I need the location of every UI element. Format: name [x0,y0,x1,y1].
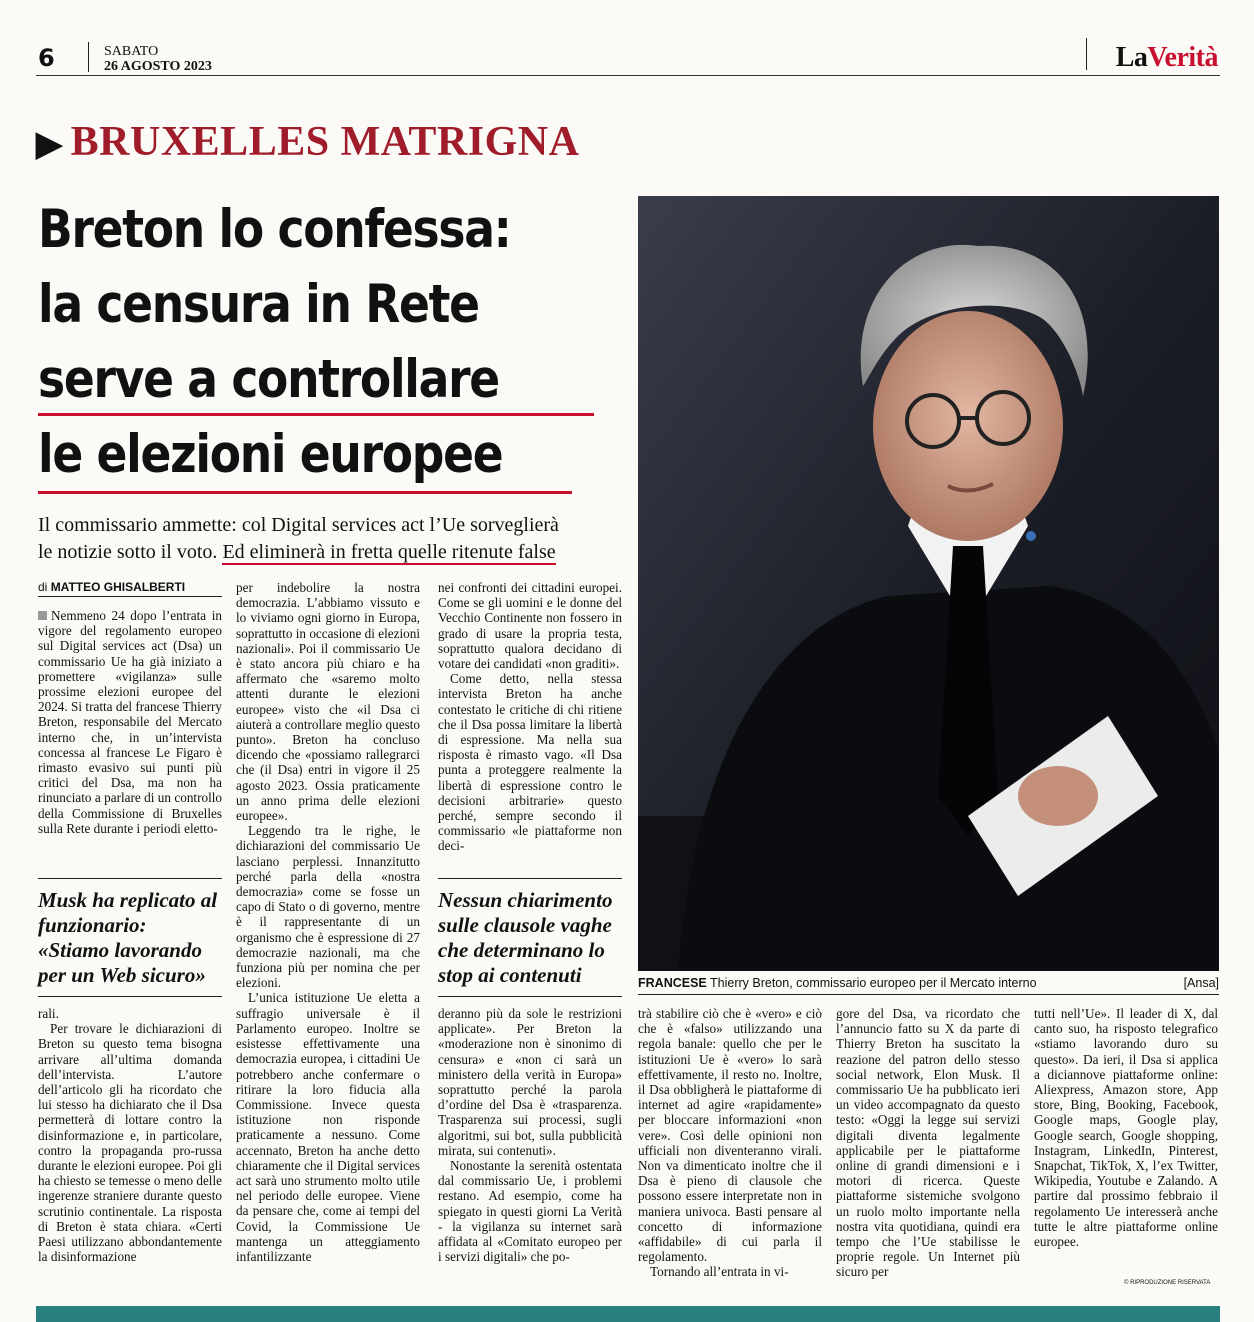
deck-line-2a: le notizie sotto il voto. [38,541,223,563]
caption-text: Thierry Breton, commissario europeo per il Mercato interno [710,976,1037,990]
issue-date-text: 26 AGOSTO 2023 [104,59,212,74]
kicker-arrow-icon: ▶ [36,126,63,163]
col5 [836,1006,1020,1280]
kicker-text: BRUXELLES MATRIGNA [70,119,580,165]
headline-line-1: Breton lo confessa: [38,199,511,260]
newspaper-logo[interactable] [1116,42,1218,74]
col2-top-p2: Leggendo tra le righe, le dichiarazioni del commissario Ue lasciano perplessi. Innanzitutto perché parla della «nostra democrazia» come se fosse un capo di Stato o di governo, mentre è il rappresentante di un organismo che è espressione di 27 democrazie nazionali, ma che funziona più per nomina che per elezioni. [236,823,420,991]
byline [38,580,185,594]
col1-bottom-p1: rali. [38,1006,59,1021]
headline-line-3: serve a controllare [38,349,499,410]
section-kicker [36,118,579,166]
pullquote-2-rule-bottom [438,996,622,997]
headline-underline-2 [38,491,572,494]
footer-bar [36,1306,1220,1322]
page-number: 6 [38,44,55,72]
photo-caption [638,976,1219,990]
deck-line-1: Il commissario ammette: col Digital services act l’Ue sorveglierà [38,514,559,536]
col3-top-p1: nei confronti dei cittadini europei. Come se gli uomini e le donne del Vecchio Continente non fossero in grado di usare la propria testa, soprattutto qualora decidano di votare dei candidati «non graditi». [438,580,622,672]
headline-underline-1 [38,413,594,416]
lead-square-icon [38,611,47,620]
col6-p1: tutti nell’Ue». Il leader di X, dal canto suo, ha risposto telegrafico «stiamo lavorando duro su questo». Da ieri, il Dsa si applica a diciannove piattaforme online: Aliexpress, Amazon store, App store, Bing, Booking, Facebook, Google maps, Google play, Google search, Google shopping, Instagram, LinkedIn, Pinterest, Snapchat, TikTok, X, l’ex Twitter, Wikipedia, Youtube e Zalando. A partire dal prossimo febbraio il regolamento Ue interesserà anche tutte le altre piattaforme online europee. [1034,1006,1218,1250]
issue-day: SABATO [104,44,159,59]
pullquote-2-rule-top [438,878,622,879]
col1-bottom-p2: Per trovare le dichiarazioni di Breton su questo tema bisogna arrivare all’ultima domanda dell’intervista. L’autore dell’articolo gli ha ricordato che lui stesso ha dichiarato che il Dsa permetterà di lottare contro la disinformazione e, in particolare, contro la propaganda pro-russa durante le elezioni europee. Poi gli ha chiesto se temesse o meno delle ingerenze straniere durante questo scrutinio continentale. La risposta di Breton è stata chiara. «Certi Paesi utilizzano abbondantemente la disinformazione [38,1021,222,1265]
col4-p2: Tornando all’entrata in vi- [650,1264,789,1280]
col4 [638,1006,822,1280]
col1-top [38,608,222,836]
pullquote-1-rule-bottom [38,996,222,997]
caption-rule [638,994,1219,995]
caption-credit: [Ansa] [1183,976,1219,990]
headline-line-4: le elezioni europee [38,424,503,485]
deck-line-2b: Ed eliminerà in fretta quelle ritenute false [222,541,556,563]
masthead-divider [88,42,89,72]
issue-date [104,44,212,74]
pullquote-1: Musk ha replicato al funzionario: «Stiamo lavorando per un Web sicuro» [38,888,218,987]
col3-bottom-p1: deranno più da sole le restrizioni applicate». Per Breton la «moderazione non è sinonimo di censura» e «non ci sarà un ministero della verità in Europa» soprattutto perché la parola d’ordine del Dsa è «trasparenza. Trasparenza sui processi, sugli algoritmi, sui bot, sulla pubblicità mirata, sui contenuti». [438,1006,622,1158]
col2-top-p3: L’unica istituzione Ue eletta a suffragio universale è il Parlamento europeo. Inoltre se esistesse effettivamente una democrazia europea, i cittadini Ue potrebbero anche confermare o ritirare la loro fiducia alla Commissione. Invece questa istituzione non risponde praticamente a nessuno. Come accennato, Breton ha anche detto chiaramente che il Digital services act sarà uno strumento molto utile nel periodo delle europee. Viene da pensare che, come ai tempi del Covid, la Commissione Ue mantenga un atteggiamento infantilizzante [236,990,420,1264]
col2-top-p1: per indebolire la nostra democrazia. L’abbiamo vissuto e lo viviamo ogni giorno in Europa, soprattutto in occasione di elezioni nazionali». Poi il commissario Ue è stato ancora più chiaro e ha affermato che «saremo molto attenti durante le elezioni europee» visto che «il Dsa ci aiuterà a controllare meglio questo punto». Breton ha concluso dicendo che «possiamo rallegrarci che (il Dsa) entri in vigore il 25 agosto 2023. Ossia praticamente un anno prima delle elezioni europee». [236,580,420,824]
pullquote-1-rule-top [38,878,222,879]
masthead-rule [36,75,1220,76]
logo-divider [1086,38,1087,70]
col3-top [438,580,622,854]
col6 [1034,1006,1218,1249]
rights-notice: © RIPRODUZIONE RISERVATA [1124,1280,1211,1286]
col3-bottom [438,1006,622,1264]
caption-label: FRANCESE [638,976,707,990]
col2-top [236,580,420,1264]
col1-bottom [38,1006,222,1264]
headline [38,192,545,492]
headline-line-2: la censura in Rete [38,274,479,335]
byline-rule [38,596,222,597]
col3-top-p2: Come detto, nella stessa intervista Breton ha anche contestato le critiche di chi ritiene che il Dsa possa limitare la libertà di espressione. Ma nella sua risposta è rimasto vago. «Il Dsa punta a proteggere realmente la libertà di espressione contro le decisioni arbitrarie» questo perché, sempre secondo il commissario «le piattaforme non deci- [438,671,622,854]
logo-part-2: Verità [1147,42,1218,73]
deck [38,512,638,566]
col4-p1: trà stabilire ciò che è «vero» e ciò che è «falso» utilizzando una regola banale: quello che per le istituzioni Ue è «vero» lo sarà effettivamente, il resto no. Inoltre, il Dsa obbligherà le piattaforme di internet ad agire «rapidamente» per bloccare informazioni «non vere». Così delle opinioni non ufficiali non diventeranno virali. Non va dimenticato inoltre che il Dsa è pieno di clausole che possono essere interpretate non in maniera univoca. Basti pensare al concetto di informazione «affidabile» di cui parla il regolamento. [638,1006,822,1265]
logo-part-1: La [1115,42,1148,73]
col3-bottom-p2: Nonostante la serenità ostentata dal commissario Ue, i problemi restano. Ad esempio, come ha spiegato in questi giorni La Verità - la vigilanza su internet sarà affidata al «Comitato europeo per i servizi digitali» che po- [438,1158,622,1265]
byline-author[interactable]: MATTEO GHISALBERTI [50,580,186,594]
photo-illustration [638,196,1219,971]
pullquote-2: Nessun chiarimento sulle clausole vaghe che determinano lo stop ai contenuti [438,888,613,987]
col5-p1: gore del Dsa, va ricordato che l’annuncio fatto su X da parte di Thierry Breton ha suscitato la reazione del patron dello stesso social network, Elon Musk. Il commissario Ue ha pubblicato ieri un video accompagnato da questo testo: «Oggi la legge sui servizi digitali diventa legalmente applicabile per le piattaforme online di grandi dimensioni e i motori di ricerca. Queste piattaforme sistemiche svolgono un ruolo molto importante nella nostra vita quotidiana, quindi era tempo che l’Ue stabilisse le proprie regole. Un Internet più sicuro per [836,1006,1020,1280]
byline-prefix: di [38,580,51,594]
article-photo[interactable] [638,196,1219,971]
col1-top-p1: Nemmeno 24 dopo l’entrata in vigore del regolamento europeo sul Digital services act (Dsa) un commissario Ue ha già iniziato a promettere «vigilanza» sulle prossime elezioni europee del 2024. Si tratta del francese Thierry Breton, responsabile del Mercato interno che, in un’intervista concessa al francese Le Figaro è rimasto evasivo sui punti più critici del Dsa, ma non ha rinunciato a parlare di un controllo della Commissione di Bruxelles sulla Rete durante i periodi eletto- [38,608,222,836]
